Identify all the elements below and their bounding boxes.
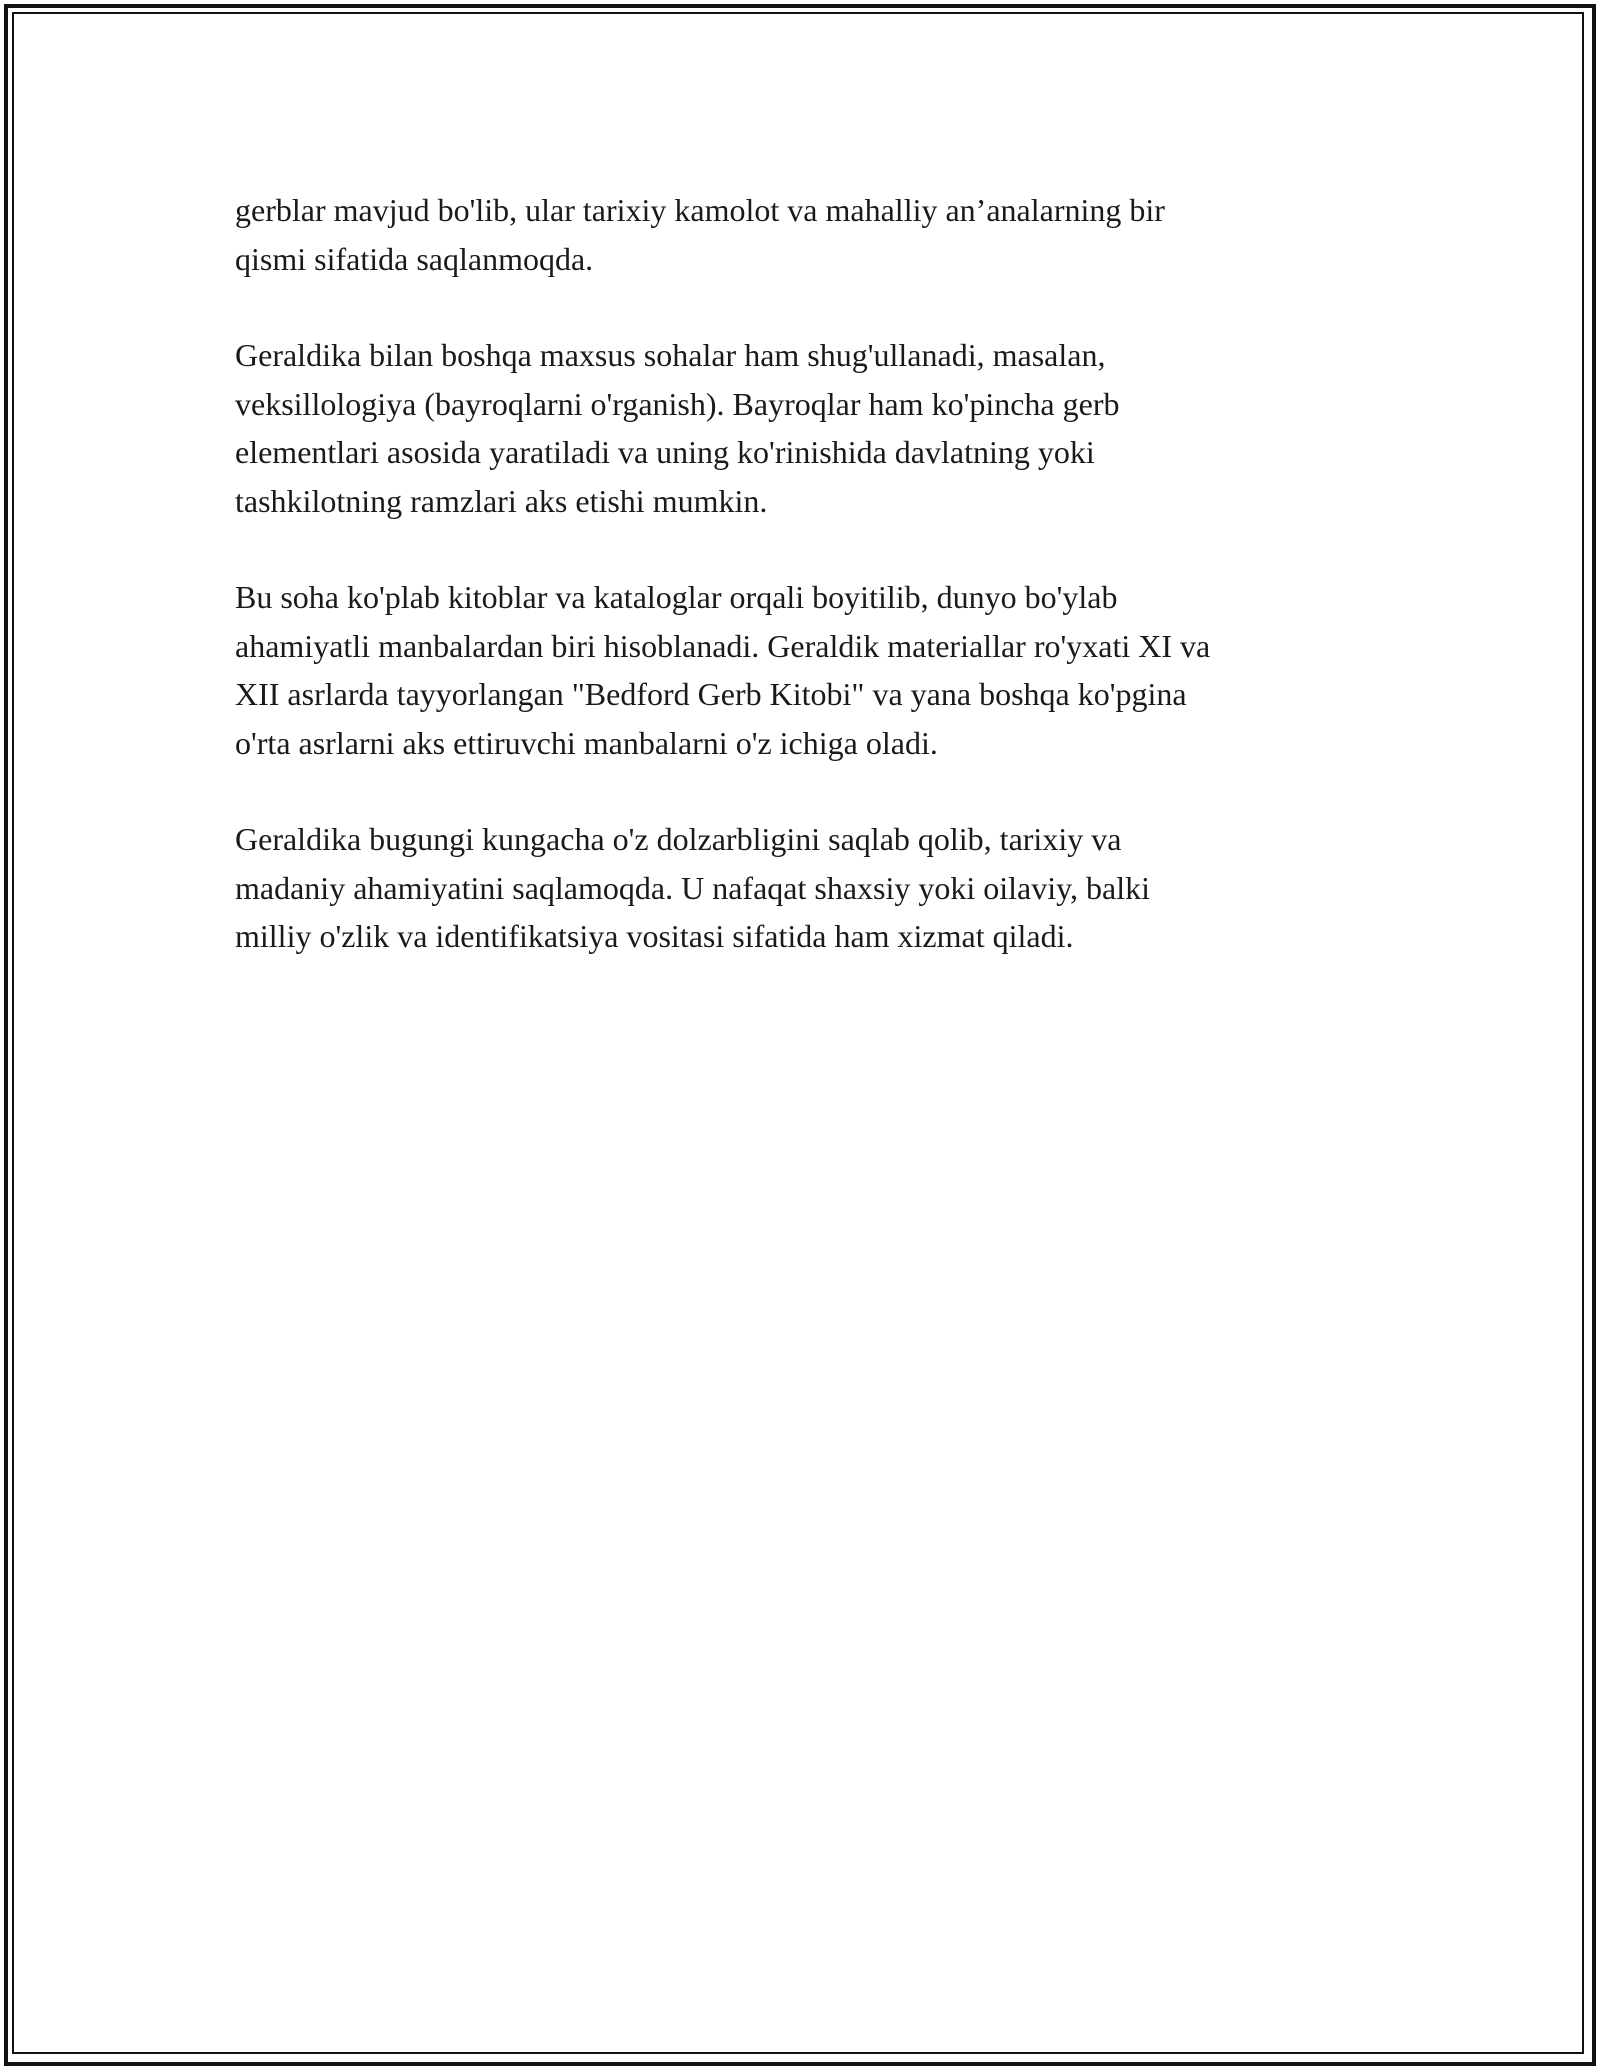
paragraph-3: [235, 573, 1365, 767]
text-line: tashkilotning ramzlari aks etishi mumkin.: [235, 482, 768, 519]
text-line: Geraldika bilan boshqa maxsus sohalar ham shug'ullanadi, masalan,: [235, 337, 1106, 373]
document-body: [235, 186, 1365, 1009]
text-line: qismi sifatida saqlanmoqda.: [235, 240, 594, 277]
text-line: veksillologiya (bayroqlarni o'rganish). Bayroqlar ham ko'pincha gerb: [235, 385, 1120, 422]
paragraph-4: [235, 815, 1365, 961]
paragraph-2: [235, 331, 1365, 525]
paragraph-1: [235, 186, 1365, 283]
text-line: XII asrlarda tayyorlangan "Bedford Gerb Kitobi" va yana boshqa ko'pgina: [235, 676, 1187, 712]
text-line: milliy o'zlik va identifikatsiya vositasi sifatida ham xizmat qiladi.: [235, 918, 1074, 954]
text-line: ahamiyatli manbalardan biri hisoblanadi. Geraldik materiallar ro'yxati XI va: [235, 627, 1211, 664]
text-line: madaniy ahamiyatini saqlamoqda. U nafaqat shaxsiy yoki oilaviy, balki: [235, 869, 1151, 906]
text-line: gerblar mavjud bo'lib, ular tarixiy kamolot va mahalliy an’analarning bir: [235, 192, 1165, 228]
text-line: o'rta asrlarni aks ettiruvchi manbalarni o'z ichiga oladi.: [235, 724, 938, 761]
text-line: Bu soha ko'plab kitoblar va kataloglar orqali boyitilib, dunyo bo'ylab: [235, 579, 1118, 615]
text-line: Geraldika bugungi kungacha o'z dolzarbligini saqlab qolib, tarixiy va: [235, 821, 1122, 857]
text-line: elementlari asosida yaratiladi va uning ko'rinishida davlatning yoki: [235, 434, 1095, 470]
